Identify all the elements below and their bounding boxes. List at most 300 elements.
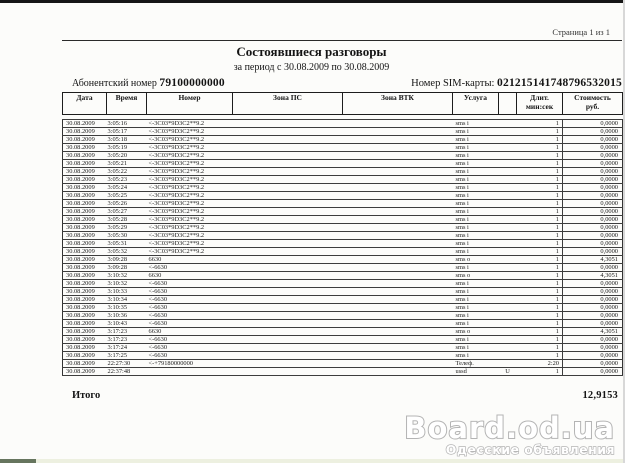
cell-date: 30.08.2009 — [63, 352, 107, 360]
cell-duration: 1 — [517, 288, 563, 296]
cell-number: <-6630 — [147, 320, 233, 328]
cell-flag — [499, 296, 517, 304]
cell-service: sms i — [453, 352, 499, 360]
cell-service: ussd — [453, 368, 499, 376]
cell-cost: 0,0000 — [563, 360, 623, 368]
cell-cost: 0,0000 — [563, 248, 623, 256]
cell-zone-ps — [233, 192, 343, 200]
report-title: Состоявшиеся разговоры — [236, 44, 387, 59]
cell-zone-ps — [233, 360, 343, 368]
cell-service: sms i — [453, 216, 499, 224]
cell-service: sms i — [453, 280, 499, 288]
cell-zone-vtk — [343, 144, 453, 152]
cell-time: 3:05:20 — [107, 152, 147, 160]
cell-flag — [499, 240, 517, 248]
cell-service: sms o — [453, 328, 499, 336]
calls-table — [62, 119, 623, 376]
cell-flag — [499, 192, 517, 200]
cell-zone-ps — [233, 240, 343, 248]
table-row — [63, 184, 623, 192]
cell-service: sms i — [453, 144, 499, 152]
cell-flag — [499, 352, 517, 360]
cell-number: <-+79180000000 — [147, 360, 233, 368]
cell-time: 3:05:23 — [107, 176, 147, 184]
cell-date: 30.08.2009 — [63, 208, 107, 216]
cell-time: 22:27:30 — [107, 360, 147, 368]
cell-zone-ps — [233, 200, 343, 208]
cell-service: sms i — [453, 312, 499, 320]
cell-cost: 0,0000 — [563, 344, 623, 352]
cell-zone-vtk — [343, 368, 453, 376]
cell-duration: 1 — [517, 240, 563, 248]
cell-zone-vtk — [343, 272, 453, 280]
cell-number: <-3C03*9D3C2**9.2 — [147, 192, 233, 200]
cell-zone-vtk — [343, 152, 453, 160]
cell-zone-ps — [233, 224, 343, 232]
table-row — [63, 360, 623, 368]
cell-service: sms i — [453, 136, 499, 144]
cell-cost: 0,0000 — [563, 184, 623, 192]
cell-duration: 2:20 — [517, 360, 563, 368]
subscriber-number: 79100000000 — [159, 77, 225, 89]
table-row — [63, 248, 623, 256]
col-header-zone-ps: Зона ПС — [233, 93, 343, 115]
table-row — [63, 368, 623, 376]
cell-date: 30.08.2009 — [63, 272, 107, 280]
cell-number: <-3C03*9D3C2**9.2 — [147, 160, 233, 168]
table-row — [63, 200, 623, 208]
cell-number: <-3C03*9D3C2**9.2 — [147, 176, 233, 184]
cell-time: 3:05:22 — [107, 168, 147, 176]
cell-cost: 0,0000 — [563, 224, 623, 232]
cell-cost: 0,0000 — [563, 352, 623, 360]
table-row — [63, 144, 623, 152]
cell-number: <-3C03*9D3C2**9.2 — [147, 136, 233, 144]
cell-number: <-6630 — [147, 264, 233, 272]
cell-number — [147, 368, 233, 376]
cell-date: 30.08.2009 — [63, 128, 107, 136]
cell-flag — [499, 224, 517, 232]
cell-zone-ps — [233, 336, 343, 344]
cell-time: 3:10:34 — [107, 296, 147, 304]
cell-service: sms i — [453, 296, 499, 304]
cell-zone-vtk — [343, 240, 453, 248]
cell-service: sms i — [453, 176, 499, 184]
cell-duration: 1 — [517, 192, 563, 200]
table-row — [63, 296, 623, 304]
cell-zone-ps — [233, 280, 343, 288]
cell-duration: 1 — [517, 224, 563, 232]
cell-time: 3:05:31 — [107, 240, 147, 248]
cell-service: sms i — [453, 344, 499, 352]
cell-zone-vtk — [343, 320, 453, 328]
cell-cost: 0,0000 — [563, 144, 623, 152]
cell-cost: 4,3051 — [563, 328, 623, 336]
table-row — [63, 120, 623, 128]
call-table-body — [63, 120, 623, 376]
table-row — [63, 288, 623, 296]
cell-number: <-3C03*9D3C2**9.2 — [147, 208, 233, 216]
cell-zone-vtk — [343, 288, 453, 296]
calls-header-table — [62, 92, 623, 115]
cell-number: <-6630 — [147, 288, 233, 296]
cell-time: 3:17:25 — [107, 352, 147, 360]
cell-zone-ps — [233, 248, 343, 256]
cell-zone-ps — [233, 256, 343, 264]
col-header-flag — [499, 93, 517, 115]
cell-duration: 1 — [517, 144, 563, 152]
table-row — [63, 312, 623, 320]
cell-duration: 1 — [517, 168, 563, 176]
cell-zone-ps — [233, 152, 343, 160]
table-row — [63, 176, 623, 184]
cell-number: <-3C03*9D3C2**9.2 — [147, 120, 233, 128]
cell-duration: 1 — [517, 328, 563, 336]
cell-service: sms i — [453, 160, 499, 168]
cell-flag — [499, 200, 517, 208]
cell-cost: 0,0000 — [563, 128, 623, 136]
cell-duration: 1 — [517, 248, 563, 256]
cell-date: 30.08.2009 — [63, 160, 107, 168]
cell-zone-ps — [233, 288, 343, 296]
cell-date: 30.08.2009 — [63, 240, 107, 248]
cell-date: 30.08.2009 — [63, 264, 107, 272]
cell-flag — [499, 128, 517, 136]
cell-time: 3:05:24 — [107, 184, 147, 192]
cell-date: 30.08.2009 — [63, 168, 107, 176]
cell-time: 3:05:16 — [107, 120, 147, 128]
cell-cost: 0,0000 — [563, 160, 623, 168]
bottom-strip — [0, 459, 623, 463]
cell-zone-ps — [233, 144, 343, 152]
cell-date: 30.08.2009 — [63, 232, 107, 240]
cell-zone-ps — [233, 128, 343, 136]
table-row — [63, 224, 623, 232]
cell-zone-vtk — [343, 360, 453, 368]
cell-service: sms i — [453, 152, 499, 160]
cell-date: 30.08.2009 — [63, 288, 107, 296]
cell-date: 30.08.2009 — [63, 360, 107, 368]
cell-flag — [499, 344, 517, 352]
table-row — [63, 280, 623, 288]
cell-flag — [499, 176, 517, 184]
cell-time: 3:09:28 — [107, 264, 147, 272]
cell-service: sms i — [453, 200, 499, 208]
cell-time: 3:05:18 — [107, 136, 147, 144]
totals-line — [62, 390, 622, 401]
cell-date: 30.08.2009 — [63, 296, 107, 304]
cell-duration: 1 — [517, 184, 563, 192]
cell-date: 30.08.2009 — [63, 248, 107, 256]
cell-flag — [499, 360, 517, 368]
cell-date: 30.08.2009 — [63, 304, 107, 312]
cell-zone-vtk — [343, 168, 453, 176]
cell-flag — [499, 288, 517, 296]
table-row — [63, 160, 623, 168]
cell-zone-vtk — [343, 176, 453, 184]
cell-number: <-3C03*9D3C2**9.2 — [147, 144, 233, 152]
cell-time: 3:10:33 — [107, 288, 147, 296]
cell-duration: 1 — [517, 152, 563, 160]
table-row — [63, 128, 623, 136]
totals-value: 12,9153 — [582, 390, 618, 401]
cell-service: sms i — [453, 288, 499, 296]
cell-zone-ps — [233, 216, 343, 224]
cell-flag — [499, 264, 517, 272]
cell-flag — [499, 328, 517, 336]
cell-number: <-3C03*9D3C2**9.2 — [147, 128, 233, 136]
cell-zone-ps — [233, 264, 343, 272]
cell-service: sms i — [453, 248, 499, 256]
cell-date: 30.08.2009 — [63, 256, 107, 264]
cell-duration: 1 — [517, 272, 563, 280]
totals-label: Итого — [72, 390, 101, 401]
cell-date: 30.08.2009 — [63, 200, 107, 208]
cell-cost: 0,0000 — [563, 368, 623, 376]
cell-number: <-6630 — [147, 280, 233, 288]
cell-number: <-3C03*9D3C2**9.2 — [147, 216, 233, 224]
cell-flag — [499, 144, 517, 152]
report-period: за период с 30.08.2009 по 30.08.2009 — [233, 62, 390, 73]
col-header-service: Услуга — [453, 93, 499, 115]
cell-time: 3:05:27 — [107, 208, 147, 216]
cell-flag — [499, 312, 517, 320]
subscriber-label: Абонентский номер — [72, 78, 157, 89]
cell-zone-vtk — [343, 160, 453, 168]
col-header-date: Дата — [63, 93, 107, 115]
cell-number: <-3C03*9D3C2**9.2 — [147, 184, 233, 192]
cell-zone-ps — [233, 352, 343, 360]
cell-flag — [499, 272, 517, 280]
table-row — [63, 272, 623, 280]
cell-number: 6630 — [147, 272, 233, 280]
cell-flag — [499, 320, 517, 328]
table-row — [63, 136, 623, 144]
cell-zone-vtk — [343, 280, 453, 288]
cell-number: <-3C03*9D3C2**9.2 — [147, 232, 233, 240]
cell-zone-ps — [233, 312, 343, 320]
cell-date: 30.08.2009 — [63, 224, 107, 232]
cell-zone-vtk — [343, 296, 453, 304]
cell-service: sms i — [453, 120, 499, 128]
cell-service: sms i — [453, 192, 499, 200]
watermark-logo: Board.od.ua — [404, 411, 615, 445]
table-row — [63, 192, 623, 200]
cell-flag — [499, 248, 517, 256]
cell-flag — [499, 208, 517, 216]
cell-number: <-6630 — [147, 352, 233, 360]
table-row — [63, 216, 623, 224]
cell-number: <-6630 — [147, 336, 233, 344]
cell-cost: 0,0000 — [563, 296, 623, 304]
header-rule — [62, 40, 622, 41]
cell-cost: 0,0000 — [563, 216, 623, 224]
col-header-time: Время — [107, 93, 147, 115]
cell-service: sms i — [453, 184, 499, 192]
cell-time: 3:05:32 — [107, 248, 147, 256]
cell-service: Телеф. — [453, 360, 499, 368]
cell-zone-vtk — [343, 328, 453, 336]
cell-zone-ps — [233, 184, 343, 192]
sim-block — [411, 77, 622, 89]
cell-time: 3:10:32 — [107, 280, 147, 288]
cell-service: sms i — [453, 208, 499, 216]
cell-date: 30.08.2009 — [63, 344, 107, 352]
sim-label: Номер SIM-карты: — [411, 78, 495, 89]
cell-number: <-3C03*9D3C2**9.2 — [147, 224, 233, 232]
cell-date: 30.08.2009 — [63, 184, 107, 192]
cell-flag — [499, 304, 517, 312]
cell-time: 3:05:26 — [107, 200, 147, 208]
cell-duration: 1 — [517, 128, 563, 136]
cell-duration: 1 — [517, 368, 563, 376]
cell-zone-vtk — [343, 192, 453, 200]
cell-flag — [499, 232, 517, 240]
cell-cost: 0,0000 — [563, 136, 623, 144]
watermark-tagline: Одесские объявления — [445, 442, 615, 457]
cell-date: 30.08.2009 — [63, 192, 107, 200]
cell-time: 3:17:24 — [107, 344, 147, 352]
cell-service: sms i — [453, 304, 499, 312]
cell-duration: 1 — [517, 312, 563, 320]
cell-number: <-6630 — [147, 304, 233, 312]
cell-cost: 0,0000 — [563, 152, 623, 160]
table-row — [63, 320, 623, 328]
cell-flag — [499, 184, 517, 192]
cell-duration: 1 — [517, 232, 563, 240]
cell-cost: 0,0000 — [563, 208, 623, 216]
cell-date: 30.08.2009 — [63, 312, 107, 320]
table-row — [63, 352, 623, 360]
cell-date: 30.08.2009 — [63, 280, 107, 288]
cell-time: 3:10:43 — [107, 320, 147, 328]
cell-duration: 1 — [517, 256, 563, 264]
cell-time: 3:05:30 — [107, 232, 147, 240]
cell-zone-vtk — [343, 232, 453, 240]
cell-time: 3:05:29 — [107, 224, 147, 232]
cell-duration: 1 — [517, 320, 563, 328]
cell-service: sms i — [453, 224, 499, 232]
cell-cost: 0,0000 — [563, 232, 623, 240]
site-watermark — [404, 413, 615, 457]
cell-zone-vtk — [343, 184, 453, 192]
cell-number: 6630 — [147, 328, 233, 336]
cell-date: 30.08.2009 — [63, 144, 107, 152]
cell-zone-ps — [233, 304, 343, 312]
cell-flag — [499, 336, 517, 344]
table-row — [63, 240, 623, 248]
cell-duration: 1 — [517, 200, 563, 208]
cell-time: 3:05:19 — [107, 144, 147, 152]
cell-service: sms i — [453, 320, 499, 328]
cell-zone-ps — [233, 136, 343, 144]
col-header-number: Номер — [147, 93, 233, 115]
cell-duration: 1 — [517, 208, 563, 216]
cell-service: sms i — [453, 232, 499, 240]
cell-flag — [499, 280, 517, 288]
cell-time: 22:37:48 — [107, 368, 147, 376]
cell-cost: 4,3051 — [563, 272, 623, 280]
cell-zone-vtk — [343, 136, 453, 144]
cell-number: <-3C03*9D3C2**9.2 — [147, 248, 233, 256]
cell-cost: 0,0000 — [563, 312, 623, 320]
cell-zone-vtk — [343, 216, 453, 224]
cell-date: 30.08.2009 — [63, 120, 107, 128]
cell-time: 3:05:25 — [107, 192, 147, 200]
cell-flag — [499, 120, 517, 128]
top-edge-bar — [0, 0, 623, 3]
col-header-cost: Стоимость руб. — [563, 93, 623, 115]
cell-zone-ps — [233, 272, 343, 280]
cell-flag — [499, 216, 517, 224]
cell-zone-ps — [233, 168, 343, 176]
cell-time: 3:09:28 — [107, 256, 147, 264]
cell-flag — [499, 152, 517, 160]
cell-zone-vtk — [343, 344, 453, 352]
cell-service: sms i — [453, 128, 499, 136]
cell-zone-vtk — [343, 264, 453, 272]
cell-cost: 0,0000 — [563, 280, 623, 288]
cell-date: 30.08.2009 — [63, 152, 107, 160]
cell-zone-ps — [233, 120, 343, 128]
cell-duration: 1 — [517, 280, 563, 288]
cell-time: 3:05:17 — [107, 128, 147, 136]
cell-zone-vtk — [343, 120, 453, 128]
cell-zone-vtk — [343, 304, 453, 312]
cell-zone-ps — [233, 328, 343, 336]
header-row — [63, 93, 623, 115]
cell-duration: 1 — [517, 160, 563, 168]
cell-cost: 0,0000 — [563, 240, 623, 248]
cell-number: <-3C03*9D3C2**9.2 — [147, 168, 233, 176]
sim-number: 021215141748796532015 — [497, 77, 622, 89]
cell-zone-vtk — [343, 208, 453, 216]
cell-time: 3:17:23 — [107, 336, 147, 344]
cell-flag — [499, 168, 517, 176]
cell-duration: 1 — [517, 216, 563, 224]
cell-date: 30.08.2009 — [63, 136, 107, 144]
cell-cost: 0,0000 — [563, 264, 623, 272]
table-row — [63, 328, 623, 336]
table-row — [63, 168, 623, 176]
cell-flag — [499, 136, 517, 144]
cell-time: 3:05:21 — [107, 160, 147, 168]
cell-number: 6630 — [147, 256, 233, 264]
cell-date: 30.08.2009 — [63, 336, 107, 344]
cell-duration: 1 — [517, 136, 563, 144]
cell-flag — [499, 160, 517, 168]
cell-duration: 1 — [517, 304, 563, 312]
cell-zone-ps — [233, 232, 343, 240]
cell-zone-ps — [233, 296, 343, 304]
table-row — [63, 256, 623, 264]
cell-duration: 1 — [517, 264, 563, 272]
table-row — [63, 152, 623, 160]
cell-zone-vtk — [343, 312, 453, 320]
cell-zone-vtk — [343, 352, 453, 360]
cell-zone-ps — [233, 320, 343, 328]
cell-service: sms i — [453, 240, 499, 248]
cell-cost: 0,0000 — [563, 304, 623, 312]
cell-time: 3:10:32 — [107, 272, 147, 280]
table-row — [63, 336, 623, 344]
cell-date: 30.08.2009 — [63, 216, 107, 224]
bottom-strip-accent — [0, 459, 36, 463]
cell-cost: 0,0000 — [563, 320, 623, 328]
subscriber-block — [62, 77, 225, 89]
cell-zone-vtk — [343, 336, 453, 344]
cell-service: sms o — [453, 272, 499, 280]
